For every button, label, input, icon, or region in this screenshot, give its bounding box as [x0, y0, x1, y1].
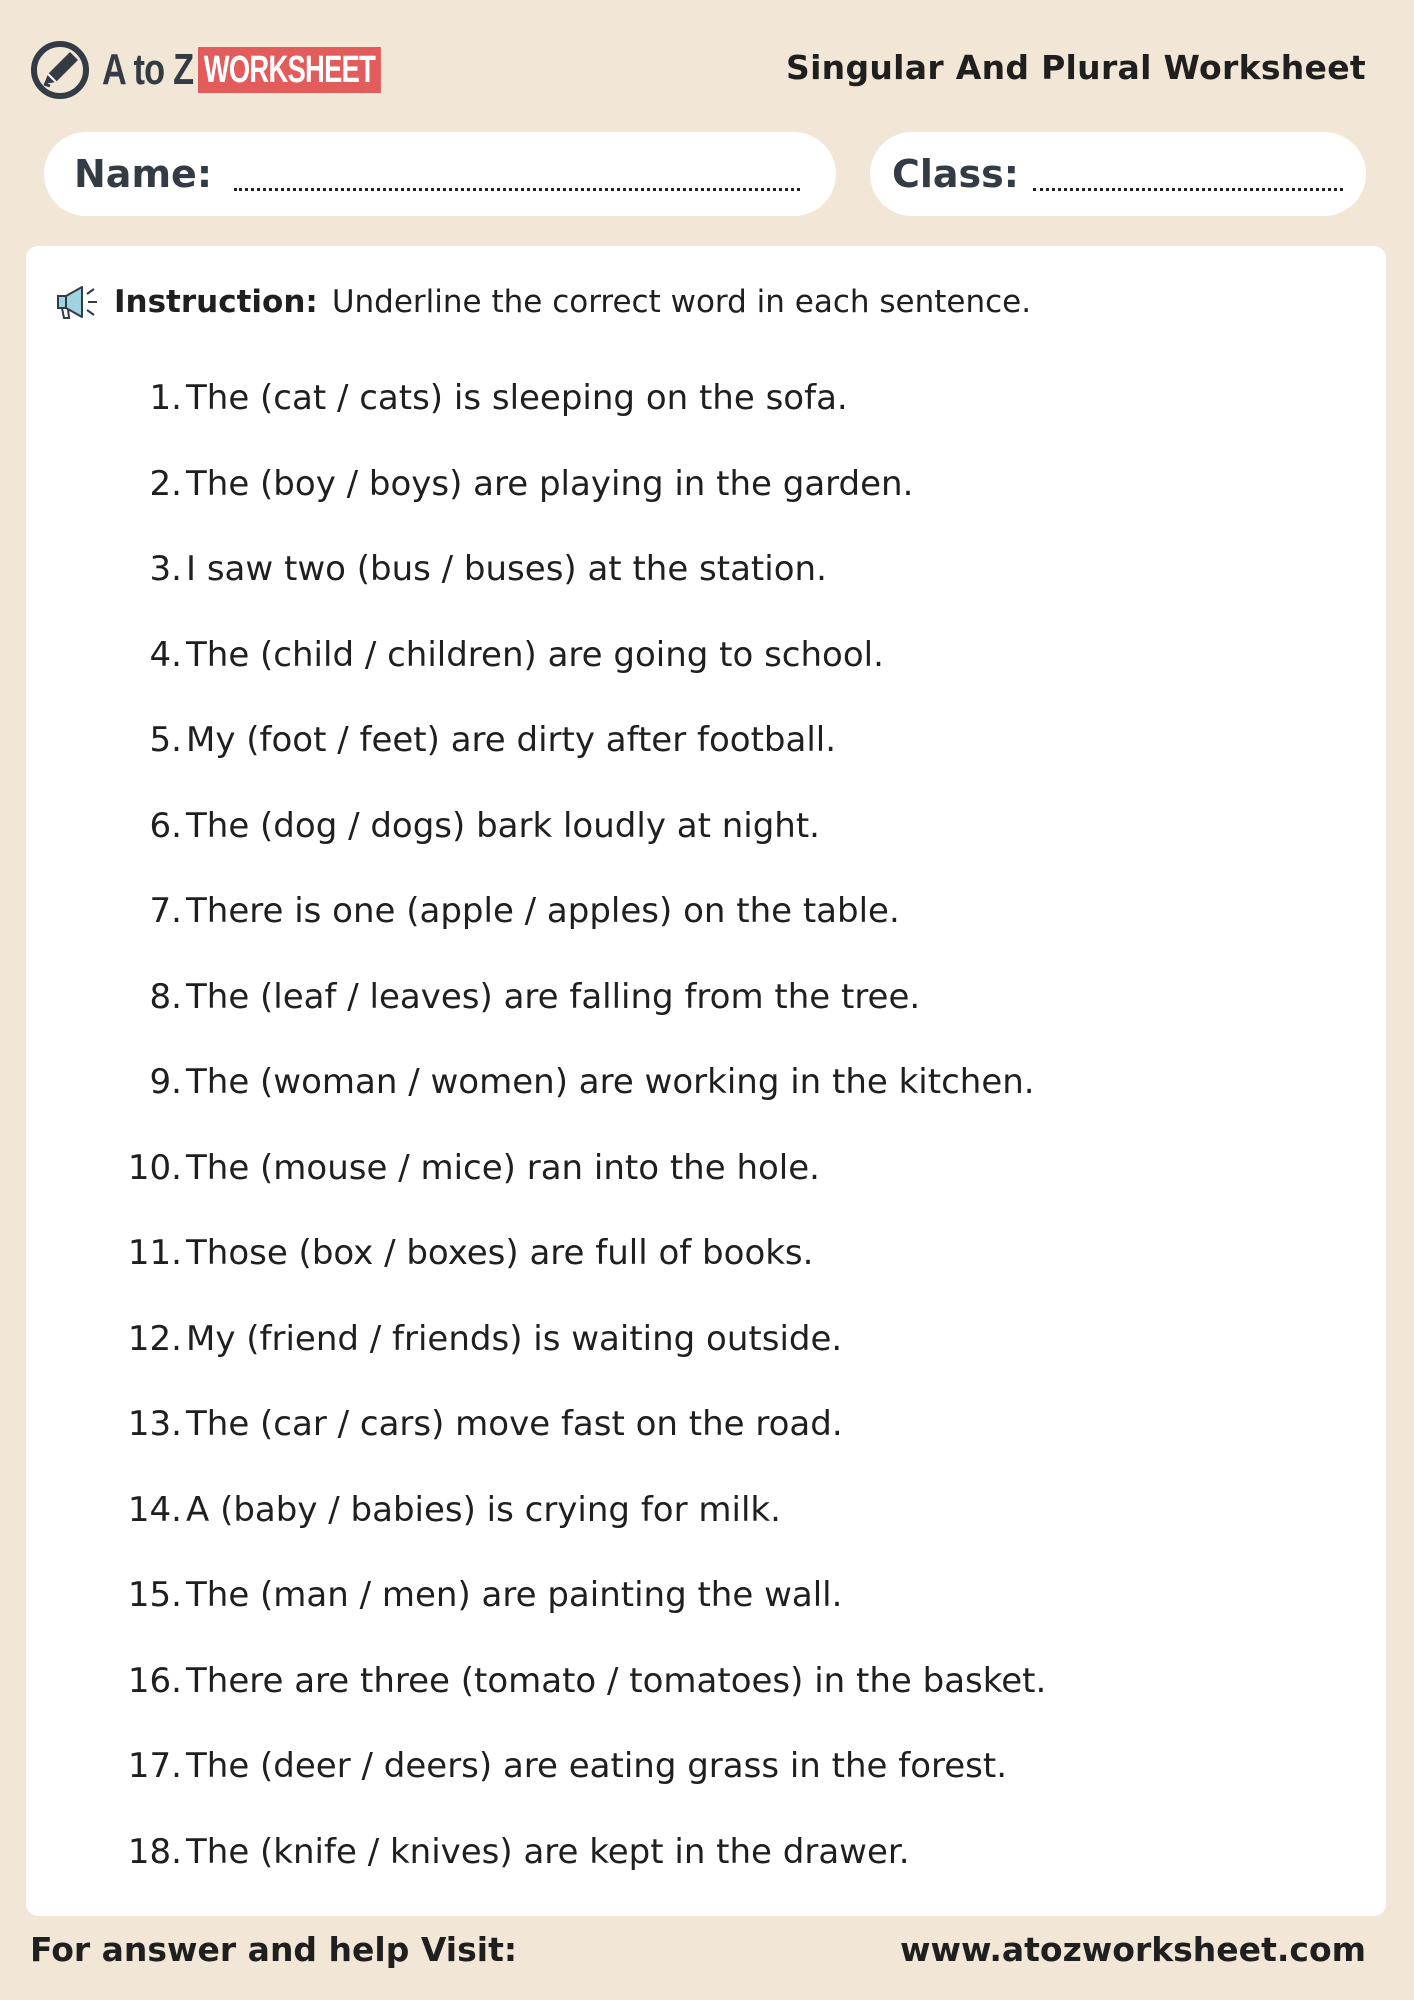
question-text[interactable]: The (mouse / mice) ran into the hole. — [186, 1147, 820, 1188]
question-text[interactable]: A (baby / babies) is crying for milk. — [186, 1489, 781, 1530]
question-number: 10. — [127, 1147, 182, 1188]
question-number: 12. — [127, 1318, 182, 1359]
pen-circle-logo-icon — [30, 40, 90, 100]
question-text[interactable]: There are three (tomato / tomatoes) in the basket. — [186, 1660, 1047, 1701]
question-text[interactable]: The (child / children) are going to school. — [186, 634, 884, 675]
question-number: 5. — [149, 720, 182, 760]
question-number: 13. — [127, 1404, 182, 1444]
class-label: Class: — [892, 152, 1019, 196]
question-text[interactable]: The (boy / boys) are playing in the garden. — [186, 463, 914, 504]
question-number: 11. — [127, 1233, 182, 1273]
logo-badge: WORKSHEET — [198, 47, 381, 93]
question-number: 16. — [127, 1660, 182, 1701]
question-number: 9. — [149, 1062, 182, 1102]
site-logo — [30, 38, 452, 102]
name-label: Name: — [74, 152, 213, 196]
question-number: 7. — [149, 891, 182, 931]
question-number: 14. — [127, 1489, 182, 1530]
question-text[interactable]: The (man / men) are painting the wall. — [186, 1575, 843, 1615]
name-dotted-line[interactable] — [234, 188, 800, 191]
question-text[interactable]: The (cat / cats) is sleeping on the sofa. — [186, 378, 848, 418]
worksheet-card — [26, 246, 1386, 1916]
question-number: 17. — [127, 1746, 182, 1786]
class-field[interactable] — [870, 132, 1366, 216]
question-number: 1. — [149, 378, 182, 418]
question-text[interactable]: My (friend / friends) is waiting outside. — [186, 1318, 843, 1359]
footer-website-link[interactable]: www.atozworksheet.com — [899, 1930, 1366, 1969]
question-text[interactable]: I saw two (bus / buses) at the station. — [186, 549, 827, 589]
name-field[interactable] — [44, 132, 836, 216]
question-text[interactable]: The (deer / deers) are eating grass in the forest. — [186, 1746, 1008, 1786]
question-number: 6. — [149, 805, 182, 846]
question-number: 3. — [149, 549, 182, 589]
question-number: 8. — [149, 976, 182, 1017]
question-text[interactable]: There is one (apple / apples) on the table. — [186, 891, 900, 931]
question-text[interactable]: The (car / cars) move fast on the road. — [186, 1404, 843, 1444]
question-number: 4. — [149, 634, 182, 675]
class-dotted-line[interactable] — [1033, 188, 1343, 191]
instruction-label: Instruction: — [114, 284, 318, 320]
question-text[interactable]: The (knife / knives) are kept in the drawer. — [186, 1831, 910, 1872]
question-text[interactable]: The (woman / women) are working in the kitchen. — [186, 1062, 1035, 1102]
instruction-text: Underline the correct word in each sentence. — [331, 284, 1032, 320]
question-text[interactable]: My (foot / feet) are dirty after football. — [186, 720, 837, 760]
footer-help-text: For answer and help Visit: — [30, 1930, 518, 1969]
logo-brand-text: A to Z — [102, 45, 194, 94]
question-number: 2. — [149, 463, 182, 504]
page-title: Singular And Plural Worksheet — [786, 48, 1366, 87]
question-number: 15. — [127, 1575, 182, 1615]
question-text[interactable]: Those (box / boxes) are full of books. — [186, 1233, 814, 1273]
question-text[interactable]: The (dog / dogs) bark loudly at night. — [186, 805, 820, 846]
question-number: 18. — [127, 1831, 182, 1872]
megaphone-icon — [54, 282, 100, 322]
question-text[interactable]: The (leaf / leaves) are falling from the tree. — [186, 976, 921, 1017]
instruction — [54, 282, 1031, 322]
